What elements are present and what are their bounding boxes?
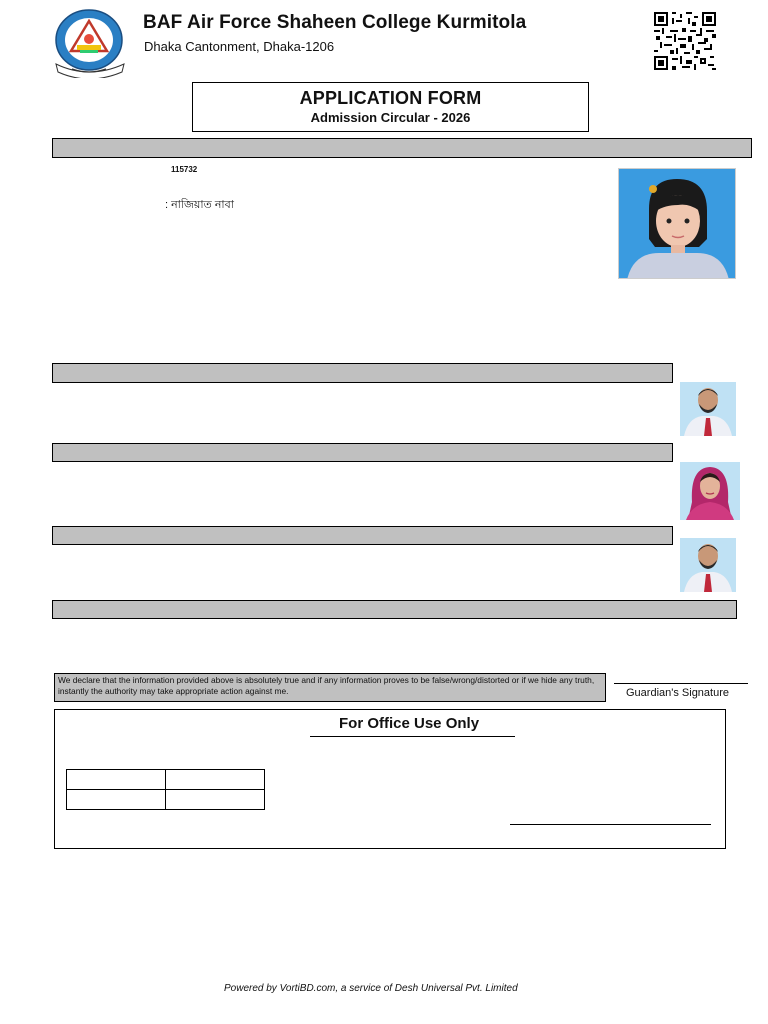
form-title-box <box>192 82 589 132</box>
table-cell <box>67 790 166 810</box>
office-title-underline <box>310 736 515 737</box>
applicant-name: : নাজিয়াত নাবা <box>165 199 234 211</box>
college-address: Dhaka Cantonment, Dhaka-1206 <box>144 39 335 54</box>
college-logo-icon <box>52 6 130 78</box>
table-cell <box>166 790 265 810</box>
form-title: APPLICATION FORM <box>299 88 482 108</box>
father-section-bar <box>52 363 673 383</box>
guardian-section-bar <box>52 526 673 545</box>
office-use-title: For Office Use Only <box>339 715 480 732</box>
mother-photo <box>680 462 740 520</box>
guardian-signature-line <box>614 683 748 684</box>
student-photo <box>618 168 736 279</box>
office-signature-line <box>510 824 711 825</box>
footer-credit: Powered by VortiBD.com, a service of Desh Universal Pvt. Limited <box>224 983 518 994</box>
applicant-section-bar <box>52 138 752 158</box>
table-cell <box>166 770 265 790</box>
college-name: BAF Air Force Shaheen College Kurmitola <box>143 12 527 33</box>
qr-code-icon <box>654 12 716 70</box>
office-use-table <box>66 769 265 810</box>
table-row <box>67 790 265 810</box>
guardian-signature-label: Guardian's Signature <box>626 687 729 699</box>
table-row <box>67 770 265 790</box>
table-cell <box>67 770 166 790</box>
mother-section-bar <box>52 443 673 462</box>
father-photo <box>680 382 736 436</box>
additional-section-bar <box>52 600 737 619</box>
declaration-text: We declare that the information provided above is absolutely true and if any information proves to be false/wrong/distorted or if we hide any truth, instantly the authority may take appropriate action against me. <box>54 673 606 702</box>
guardian-photo <box>680 538 736 592</box>
form-subtitle: Admission Circular - 2026 <box>310 110 471 125</box>
application-id: 115732 <box>171 165 198 174</box>
